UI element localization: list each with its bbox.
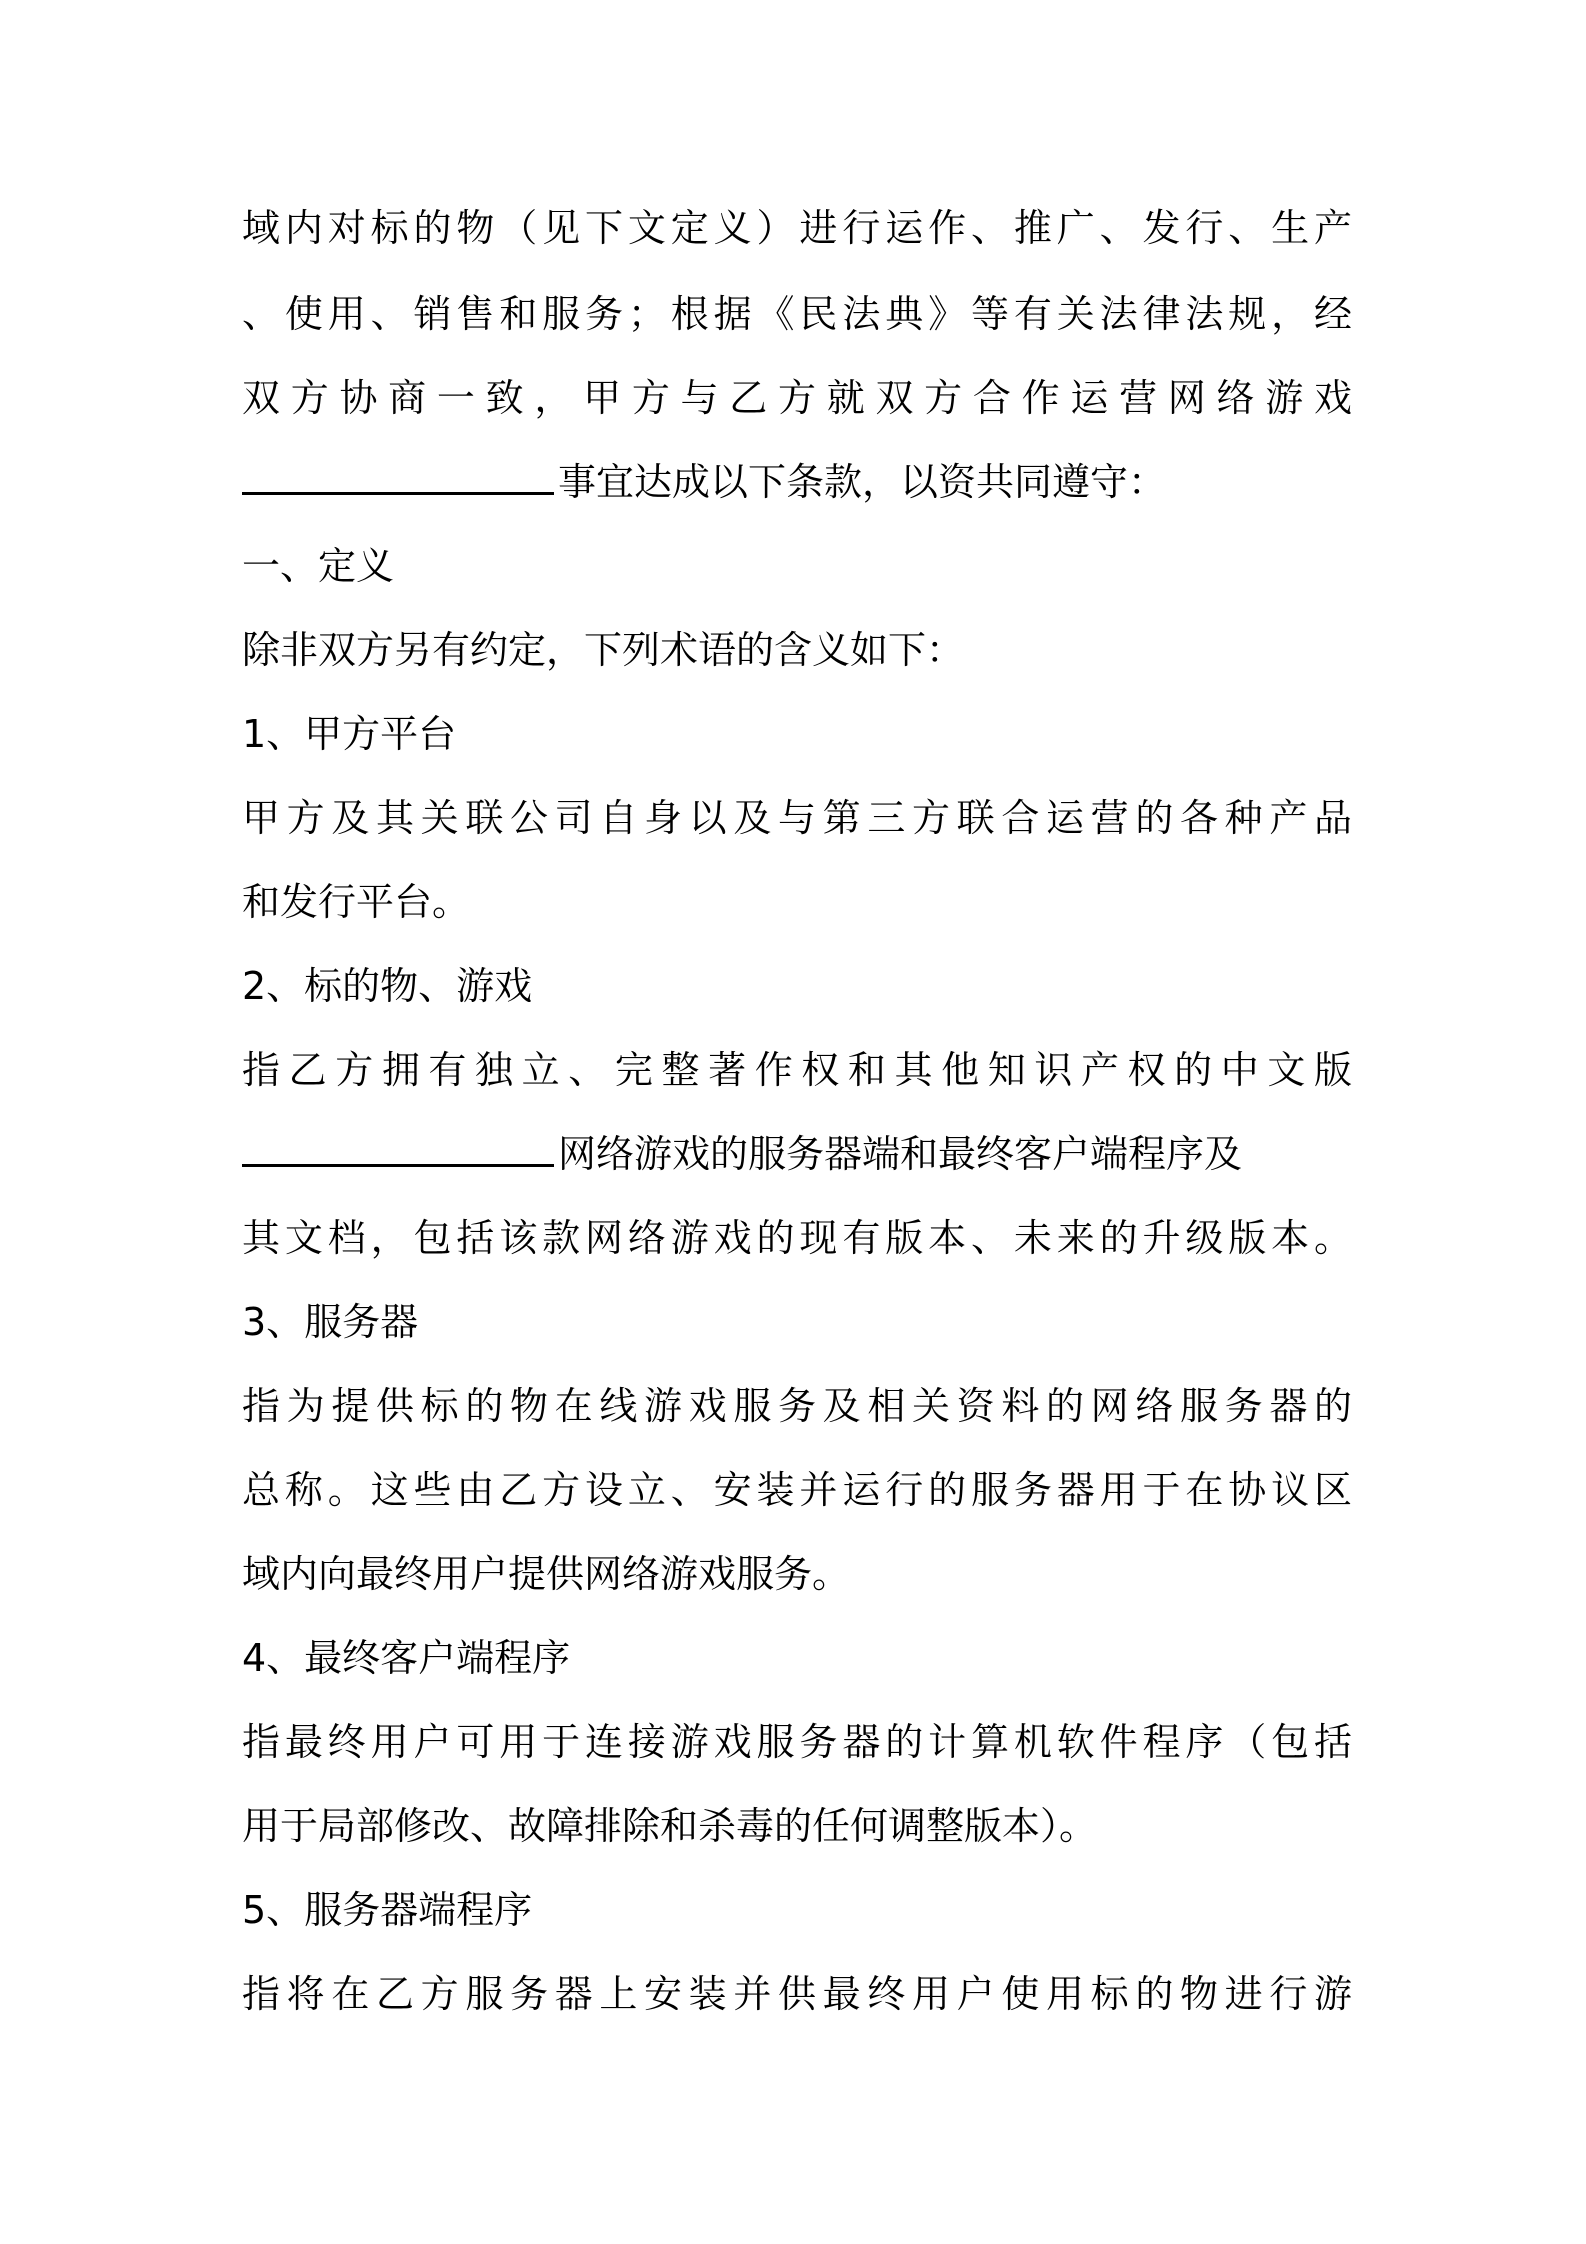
paragraph-line xyxy=(242,1038,1352,1102)
line-text: 双方协商一致，甲方与乙方就双方合作运营网络游戏 xyxy=(242,376,1352,420)
term-heading xyxy=(242,702,1352,766)
line-text: 用于局部修改、故障排除和杀毒的任何调整版本）。 xyxy=(242,1804,1098,1848)
line-text: 事宜达成以下条款，以资共同遵守： xyxy=(558,460,1167,504)
paragraph-line xyxy=(242,1710,1352,1774)
section-heading xyxy=(242,534,1352,598)
term-heading-text: 2、标的物、游戏 xyxy=(242,964,533,1008)
paragraph-line xyxy=(242,1458,1352,1522)
fill-in-blank xyxy=(242,1124,554,1167)
line-text: 域内对标的物（见下文定义）进行运作、推广、发行、生产 xyxy=(242,206,1352,250)
paragraph-line xyxy=(242,1794,1352,1858)
line-text: 指乙方拥有独立、完整著作权和其他知识产权的中文版 xyxy=(242,1048,1352,1092)
fill-in-blank xyxy=(242,452,554,495)
term-heading xyxy=(242,1626,1352,1690)
paragraph-line xyxy=(242,1962,1352,2026)
term-heading-text: 5、服务器端程序 xyxy=(242,1888,533,1932)
term-heading-text: 4、最终客户端程序 xyxy=(242,1636,571,1680)
paragraph-line xyxy=(242,450,1352,514)
paragraph-line xyxy=(242,1122,1352,1186)
paragraph-line xyxy=(242,870,1352,934)
term-heading xyxy=(242,1290,1352,1354)
paragraph-line xyxy=(242,1374,1352,1438)
term-heading xyxy=(242,1878,1352,1942)
line-text: 指最终用户可用于连接游戏服务器的计算机软件程序（包括 xyxy=(242,1720,1352,1764)
paragraph-line xyxy=(242,1206,1352,1270)
paragraph-line xyxy=(242,282,1352,346)
section-heading-text: 一、定义 xyxy=(242,544,395,588)
term-heading-text: 1、甲方平台 xyxy=(242,712,457,756)
line-text: 指将在乙方服务器上安装并供最终用户使用标的物进行游 xyxy=(242,1972,1352,2016)
line-text: 网络游戏的服务器端和最终客户端程序及 xyxy=(558,1132,1243,1176)
paragraph-line xyxy=(242,196,1352,260)
paragraph-line xyxy=(242,366,1352,430)
paragraph-line xyxy=(242,618,1352,682)
line-text: 甲方及其关联公司自身以及与第三方联合运营的各种产品 xyxy=(242,796,1352,840)
term-heading xyxy=(242,954,1352,1018)
paragraph-line xyxy=(242,786,1352,850)
line-text: 其文档，包括该款网络游戏的现有版本、未来的升级版本。 xyxy=(242,1216,1352,1260)
line-text: 和发行平台。 xyxy=(242,880,471,924)
line-text: 、使用、销售和服务；根据《民法典》等有关法律法规，经 xyxy=(242,292,1352,336)
line-text: 除非双方另有约定，下列术语的含义如下： xyxy=(242,628,965,672)
line-text: 域内向最终用户提供网络游戏服务。 xyxy=(242,1552,851,1596)
line-text: 指为提供标的物在线游戏服务及相关资料的网络服务器的 xyxy=(242,1384,1352,1428)
term-heading-text: 3、服务器 xyxy=(242,1300,419,1344)
paragraph-line xyxy=(242,1542,1352,1606)
line-text: 总称。这些由乙方设立、安装并运行的服务器用于在协议区 xyxy=(242,1468,1352,1512)
